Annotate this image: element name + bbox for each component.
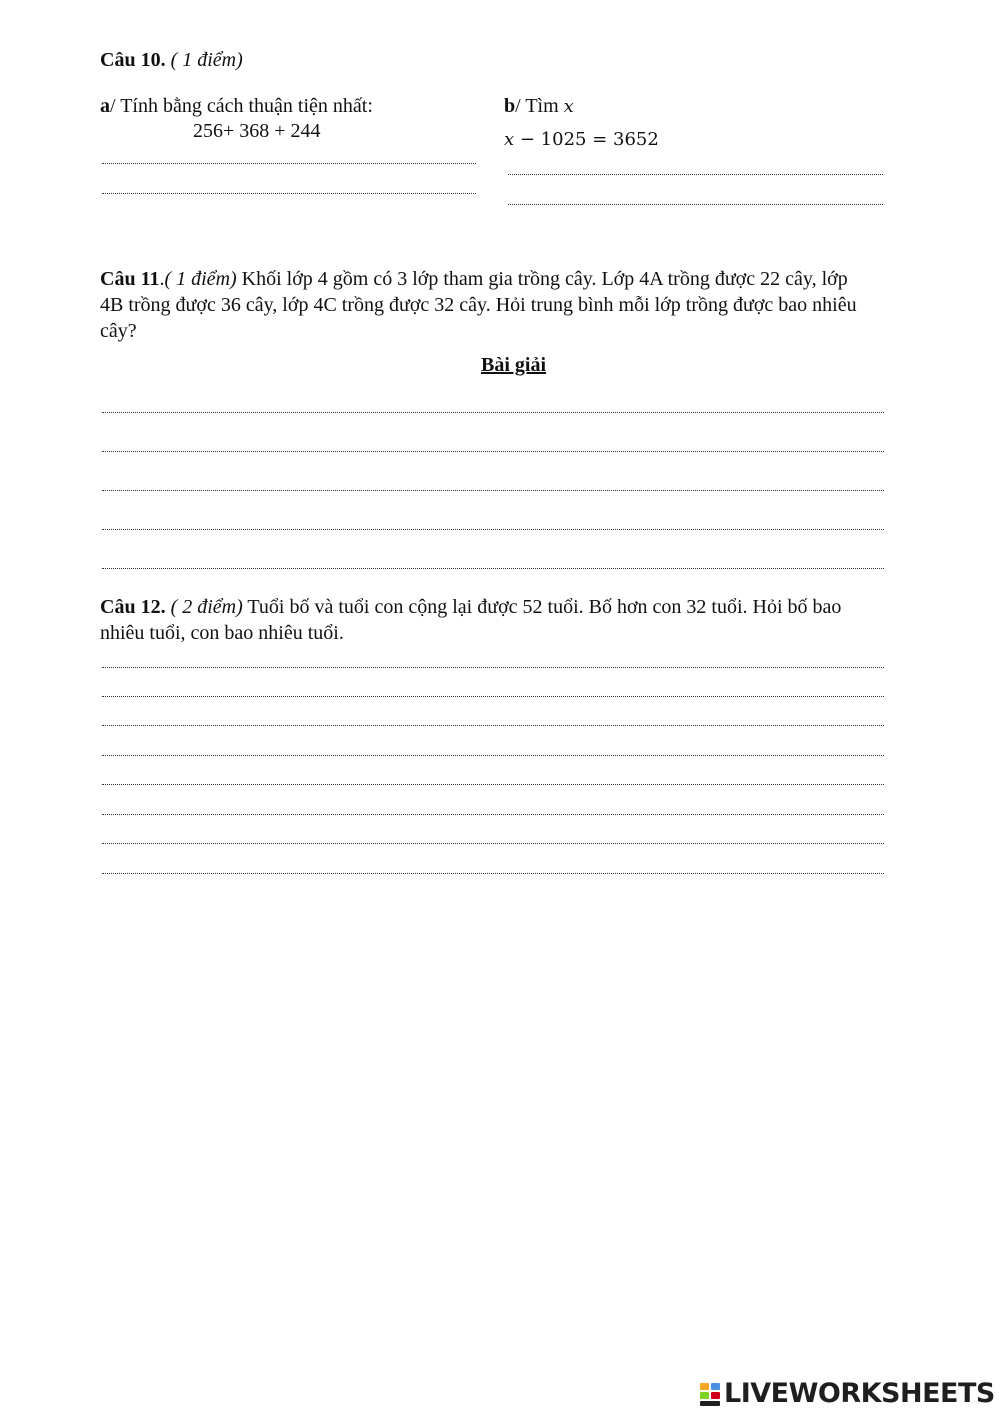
answer-line-11-1[interactable]	[102, 412, 884, 413]
answer-line-12-2[interactable]	[102, 696, 884, 697]
question-10-points: ( 1 điểm)	[170, 49, 243, 71]
question-11-line-3: cây?	[100, 320, 137, 342]
question-11-text	[100, 266, 940, 344]
liveworksheets-logo	[700, 1376, 995, 1412]
answer-line-11-2[interactable]	[102, 451, 884, 452]
liveworksheets-mark-icon	[700, 1381, 722, 1407]
liveworksheets-logo-text: LIVEWORKSHEETS	[724, 1378, 995, 1409]
question-10b-prompt	[504, 94, 574, 119]
answer-line-12-1[interactable]	[102, 667, 884, 668]
part-b-label: b	[504, 95, 516, 117]
answer-line-10b-1[interactable]	[508, 174, 883, 175]
answer-line-10b-2[interactable]	[508, 204, 883, 205]
answer-line-12-4[interactable]	[102, 755, 884, 756]
part-a-text: / Tính bằng cách thuận tiện nhất:	[110, 95, 373, 117]
answer-line-10a-1[interactable]	[102, 163, 476, 164]
answer-line-11-3[interactable]	[102, 490, 884, 491]
question-12-label: Câu 12.	[100, 596, 166, 618]
question-11-line-2: 4B trồng được 36 cây, lớp 4C trồng được 32 cây. Hỏi trung bình mỗi lớp trồng được bao nhiêu	[100, 294, 857, 316]
answer-line-12-6[interactable]	[102, 814, 884, 815]
question-10a-expression: 256+ 368 + 244	[193, 120, 321, 142]
part-b-variable: x	[563, 96, 574, 117]
equation-rest: − 1025 = 3652	[514, 129, 659, 150]
answer-line-12-5[interactable]	[102, 784, 884, 785]
answer-line-12-8[interactable]	[102, 873, 884, 874]
answer-line-11-5[interactable]	[102, 568, 884, 569]
question-11-label: Câu 11	[100, 268, 160, 290]
question-12-text	[100, 594, 940, 646]
solution-heading: Bài giải	[481, 354, 547, 376]
question-10-title	[100, 48, 243, 72]
question-10-label: Câu 10.	[100, 49, 166, 71]
answer-line-10a-2[interactable]	[102, 193, 476, 194]
question-11-line-1: Khối lớp 4 gồm có 3 lớp tham gia trồng cây. Lớp 4A trồng được 22 cây, lớp	[236, 268, 848, 290]
question-10a-prompt	[100, 94, 373, 118]
part-b-text: / Tìm	[515, 95, 564, 117]
part-a-label: a	[100, 95, 110, 117]
equation-variable: x	[504, 129, 515, 150]
question-12-line-1: Tuổi bố và tuổi con cộng lại được 52 tuổi. Bố hơn con 32 tuổi. Hỏi bố bao	[242, 596, 842, 618]
question-12-line-2: nhiêu tuổi, con bao nhiêu tuổi.	[100, 622, 344, 644]
question-10b-equation	[504, 129, 659, 150]
question-12-points: ( 2 điểm)	[170, 596, 243, 618]
question-11-separator: .	[159, 268, 165, 290]
answer-line-12-3[interactable]	[102, 725, 884, 726]
answer-line-11-4[interactable]	[102, 529, 884, 530]
question-11-points: ( 1 điểm)	[164, 268, 237, 290]
answer-line-12-7[interactable]	[102, 843, 884, 844]
